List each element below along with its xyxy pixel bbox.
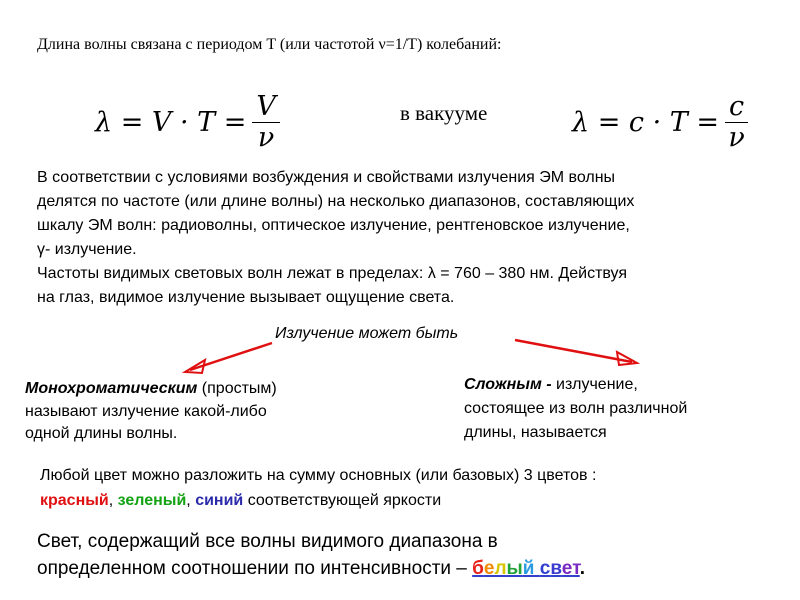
white-light-word: [472, 558, 580, 579]
formula2-numerator: c: [728, 91, 745, 122]
white-light-letter: л: [494, 558, 507, 579]
colors-sep: ,: [186, 492, 196, 509]
formula1-lhs: λ = V · T =: [95, 107, 247, 138]
formula1-numerator: V: [256, 91, 276, 122]
color-red-word: красный: [40, 492, 109, 509]
white-light-letter: е: [483, 558, 495, 579]
formula1-denominator: ν: [257, 122, 275, 153]
white-light-block: [37, 528, 777, 582]
vacuum-label: в вакууме: [400, 101, 488, 125]
radiation-title: Излучение может быть: [275, 325, 459, 342]
white-light-letter: й: [522, 558, 535, 579]
complex-line2: состоящее из волн различной: [464, 400, 688, 417]
formula2-denominator: ν: [728, 122, 745, 153]
formula2-lhs: λ = c · T =: [572, 107, 719, 138]
mono-line3: одной длины волны.: [25, 425, 178, 442]
colors-line2: [40, 488, 780, 513]
colors-tail: соответствующей яркости: [243, 492, 442, 509]
colors-sep: ,: [108, 492, 118, 509]
bottom-line2-text: определенном соотношении по интенсивности –: [37, 558, 473, 579]
mono-term: Монохроматическим: [25, 380, 198, 397]
white-light-letter: в: [550, 558, 562, 579]
white-light-letter: ы: [506, 558, 523, 579]
arrow-left-line: [190, 343, 272, 370]
color-green-word: зеленый: [117, 492, 187, 509]
complex-line1: [464, 373, 764, 397]
mono-line2: называют излучение какой-либо: [25, 402, 267, 420]
color-blue-word: синий: [195, 492, 244, 509]
intro-text: Длина волны связана с периодом T (или частотой ν=1/T) колебаний:: [37, 36, 502, 53]
complex-block: [464, 373, 764, 445]
complex-rest: излучение,: [551, 376, 638, 393]
paragraph-line: Частоты видимых световых волн лежат в пределах: λ = 760 – 380 нм. Действуя: [37, 265, 628, 282]
paragraph-line: на глаз, видимое излучение вызывает ощущение света.: [37, 289, 455, 306]
white-light-letter: т: [572, 558, 580, 579]
paragraph-line: В соответствии с условиями возбуждения и свойствами излучения ЭМ волны: [37, 169, 616, 186]
bottom-line2: [37, 555, 777, 582]
paragraph-line: делятся по частоте (или длине волны) на несколько диапазонов, составляющих: [37, 193, 635, 210]
mono-line1: [25, 378, 355, 401]
white-light-letter: с: [539, 558, 551, 579]
complex-line3: длины, называется: [464, 424, 607, 441]
bottom-end: .: [579, 558, 586, 579]
colors-block: [40, 463, 780, 513]
paragraph-line: шкалу ЭМ волн: радиоволны, оптическое излучение, рентгеновское излучение,: [37, 217, 630, 234]
mono-rest: (простым): [197, 380, 277, 397]
white-light-letter: б: [472, 558, 484, 579]
bottom-line1: Свет, содержащий все волны видимого диапазона в: [37, 531, 498, 552]
monochromatic-block: [25, 378, 355, 446]
complex-term: Сложным -: [464, 376, 552, 393]
colors-line1: Любой цвет можно разложить на сумму основных (или базовых) 3 цветов :: [40, 467, 597, 484]
white-light-letter: е: [561, 558, 573, 579]
arrow-right-line: [515, 340, 632, 362]
paragraph-line: γ- излучение.: [37, 241, 137, 258]
